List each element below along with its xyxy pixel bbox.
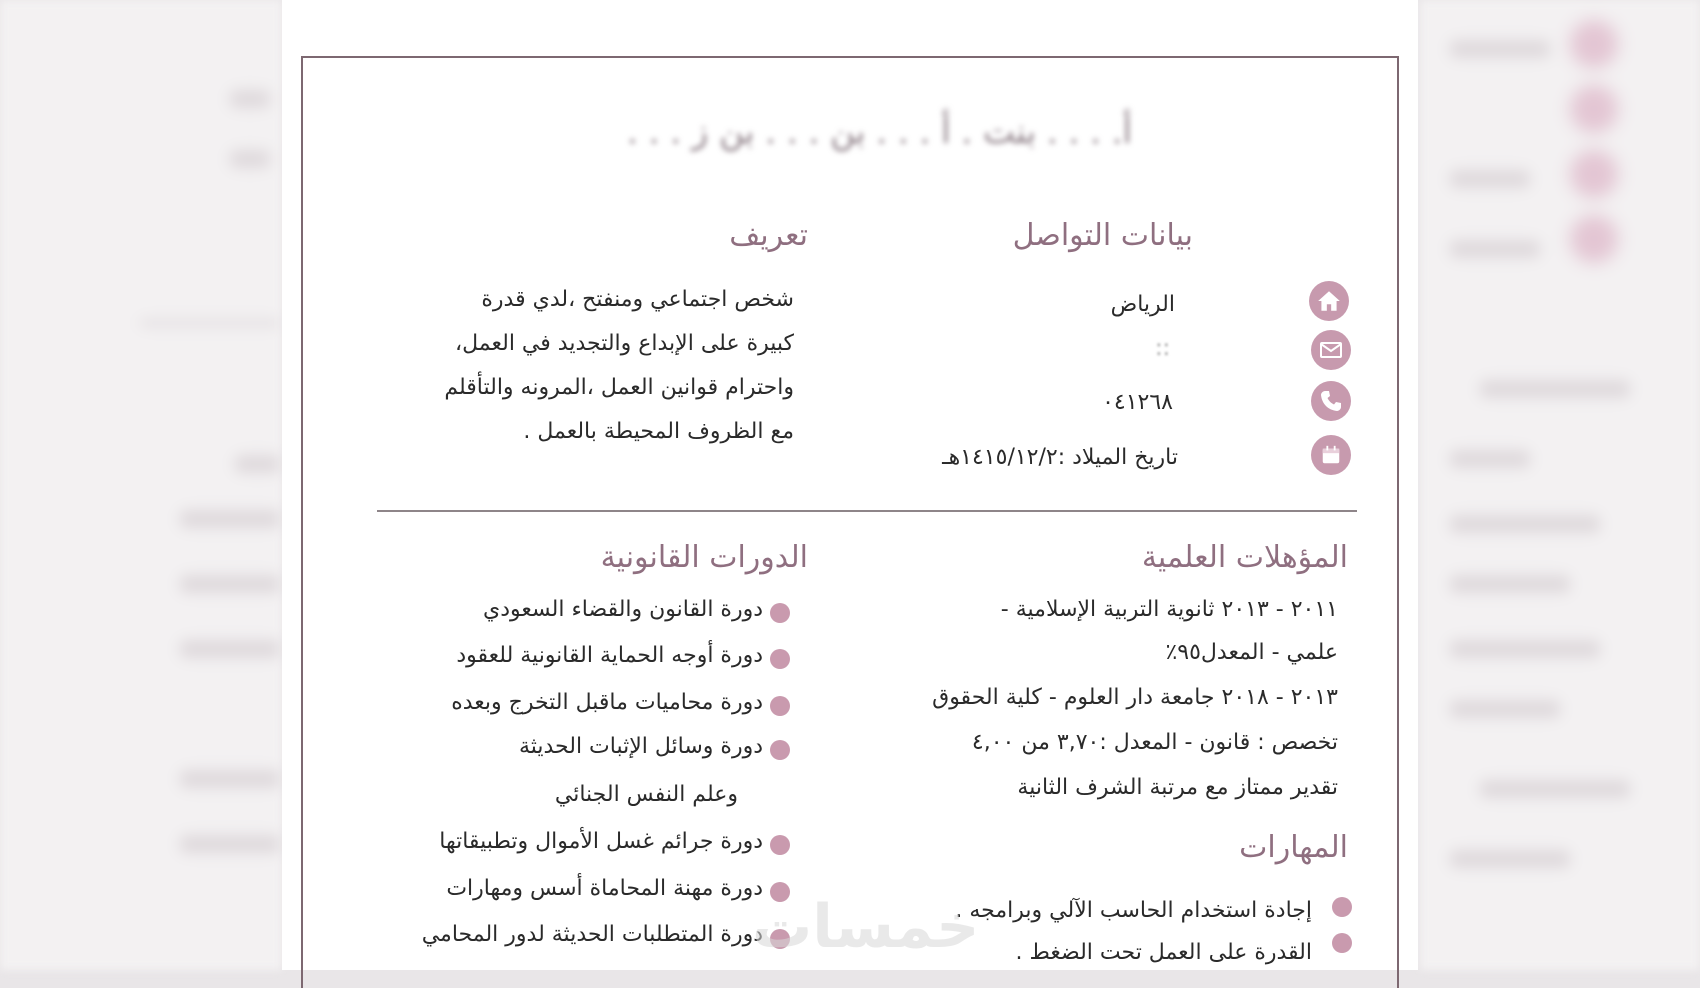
courses-heading: الدورات القانونية	[600, 540, 808, 575]
about-heading: تعريف	[729, 218, 808, 253]
contact-heading: بيانات التواصل	[1012, 218, 1193, 253]
education-line: تقدير ممتاز مع مرتبة الشرف الثانية	[1017, 775, 1338, 800]
calendar-icon	[1311, 435, 1351, 475]
about-line: واحترام قوانين العمل ،المرونه والتأقلم	[444, 375, 794, 400]
phone-icon	[1311, 381, 1351, 421]
skills-heading: المهارات	[1239, 830, 1348, 865]
course-item: دورة القانون والقضاء السعودي	[483, 597, 763, 622]
bullet-dot	[1332, 897, 1352, 917]
contact-email: ::	[1155, 336, 1170, 361]
course-item: دورة مهنة المحاماة أسس ومهارات	[446, 876, 763, 901]
bullet-dot	[770, 740, 790, 760]
education-line: علمي - المعدل٩٥٪	[1165, 640, 1338, 665]
skill-item: إجادة استخدام الحاسب الآلي وبرامجه .	[955, 898, 1312, 923]
course-item: دورة أوجه الحماية القانونية للعقود	[456, 643, 763, 668]
applicant-name: أ. . . . بنت . أ . . . بن . . . بن ز . . .	[627, 112, 1132, 152]
blurred-background-left	[0, 0, 282, 970]
course-item: دورة جرائم غسل الأموال وتطبيقاتها	[439, 829, 763, 854]
contact-birthdate: تاريخ الميلاد :١٤١٥/١٢/٢هـ	[942, 445, 1178, 470]
about-line: كبيرة على الإبداع والتجديد في العمل،	[455, 331, 794, 356]
contact-phone: ٠٤١٢٦٨	[1102, 390, 1173, 415]
education-heading: المؤهلات العلمية	[1141, 540, 1348, 575]
blurred-background-right	[1420, 0, 1700, 970]
bullet-dot	[770, 603, 790, 623]
education-line: ٢٠١١ - ٢٠١٣ ثانوية التربية الإسلامية -	[1000, 597, 1338, 622]
bullet-dot	[770, 835, 790, 855]
education-line: ٢٠١٣ - ٢٠١٨ جامعة دار العلوم - كلية الحقوق	[932, 685, 1338, 710]
bullet-dot	[770, 696, 790, 716]
bullet-dot	[1332, 933, 1352, 953]
course-item: دورة محاميات ماقبل التخرج وبعده	[451, 690, 763, 715]
home-icon	[1309, 281, 1349, 321]
contact-city: الرياض	[1110, 292, 1175, 317]
skill-item: القدرة على العمل تحت الضغط .	[1015, 940, 1312, 965]
education-line: تخصص : قانون - المعدل :٣,٧٠ من ٤,٠٠	[971, 730, 1338, 755]
mail-icon	[1311, 330, 1351, 370]
section-divider	[377, 510, 1357, 512]
bullet-dot	[770, 649, 790, 669]
resume-page	[282, 0, 1418, 970]
course-item: دورة المتطلبات الحديثة لدور المحامي	[421, 922, 763, 947]
about-line: شخص اجتماعي ومنفتح ،لدي قدرة	[481, 287, 794, 312]
course-item-continuation: وعلم النفس الجنائي	[554, 782, 738, 807]
course-item: دورة وسائل الإثبات الحديثة	[518, 734, 763, 759]
about-line: مع الظروف المحيطة بالعمل .	[523, 419, 794, 444]
watermark-logo: خمسات	[752, 892, 980, 962]
